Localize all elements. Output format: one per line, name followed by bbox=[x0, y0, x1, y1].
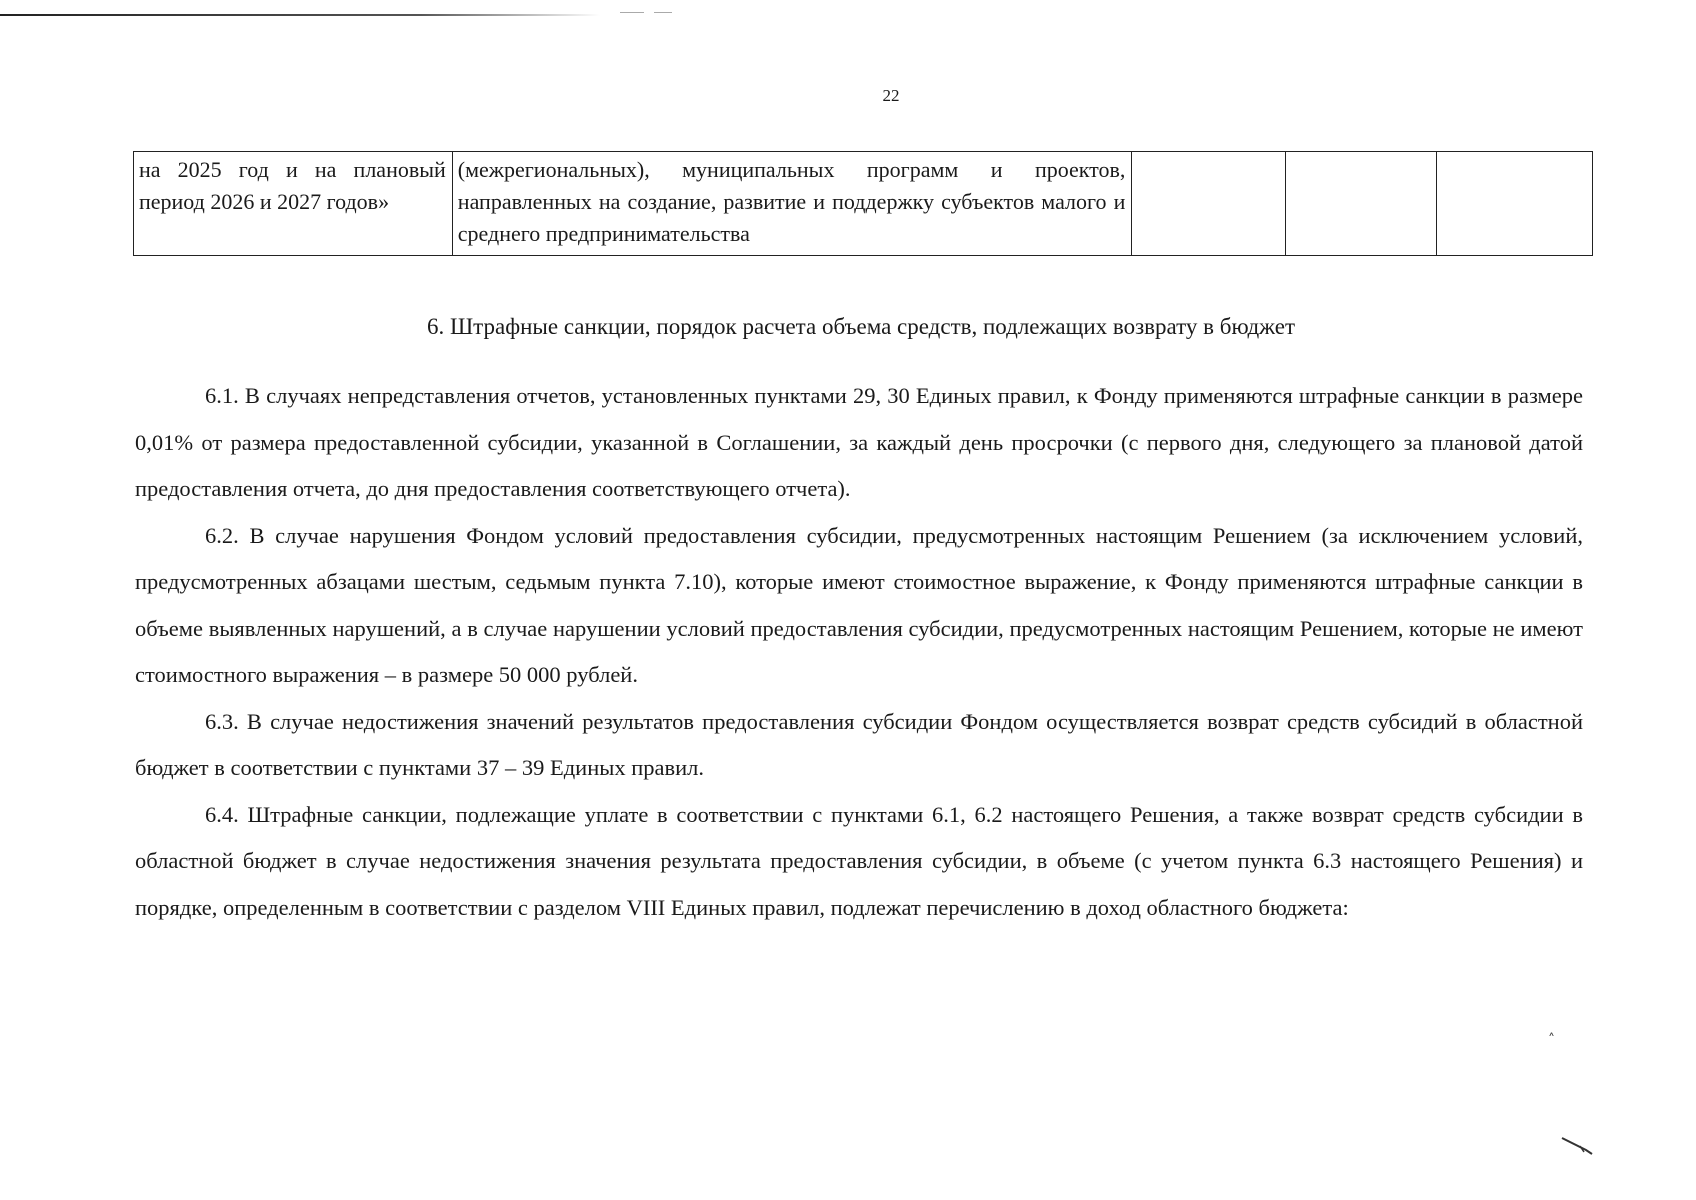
section-heading: 6. Штрафные санкции, порядок расчета объема средств, подлежащих возврату в бюджет bbox=[426, 314, 1296, 339]
section-body bbox=[135, 373, 1583, 931]
paragraph-6-3: 6.3. В случае недостижения значений результатов предоставления субсидии Фондом осуществляется возврат средств субсидий в областной бюджет в соответствии с пунктами 37 – 39 Единых правил. bbox=[135, 708, 1583, 780]
table-cell-empty bbox=[1132, 152, 1286, 256]
paragraph-6-1: 6.1. В случаях непредставления отчетов, установленных пунктами 29, 30 Единых правил, к Фонду применяются штрафные санкции в размере 0,01% от размера предоставленной субсидии, указанной в Соглашении, за каждый день просрочки (с первого дня, следующего за плановой датой предоставления отчета, до дня предоставления соответствующего отчета). bbox=[135, 383, 1583, 501]
table-row bbox=[134, 152, 1593, 256]
scan-artifact-dash bbox=[620, 12, 644, 13]
continuation-table bbox=[133, 151, 1593, 256]
table-cell-empty bbox=[1437, 152, 1593, 256]
paragraph-6-2: 6.2. В случае нарушения Фондом условий предоставления субсидии, предусмотренных настоящим Решением (за исключением условий, предусмотренных абзацами шестым, седьмым пункта 7.10), которые имеют стоимостное выражение, к Фонду применяются штрафные санкции в объеме выявленных нарушений, а в случае нарушении условий предоставления субсидии, предусмотренных настоящим Решением, которые не имеют стоимостного выражения – в размере 50 000 рублей. bbox=[135, 522, 1583, 687]
scan-artifact-mark: ˄ bbox=[1548, 1032, 1555, 1048]
scan-artifact-dash bbox=[654, 12, 672, 13]
scan-artifact-line bbox=[0, 14, 600, 16]
scan-artifact-stroke bbox=[1560, 1134, 1594, 1156]
table-cell-period: на 2025 год и на плановый период 2026 и 2027 годов» bbox=[134, 152, 453, 256]
table-cell-description: (межрегиональных), муниципальных программ и проектов, направленных на создание, развитие и поддержку субъектов малого и среднего предпринимательства bbox=[452, 152, 1132, 256]
page-number: 22 bbox=[882, 86, 900, 105]
table-cell-empty bbox=[1286, 152, 1437, 256]
paragraph-6-4: 6.4. Штрафные санкции, подлежащие уплате в соответствии с пунктами 6.1, 6.2 настоящего Решения, а также возврат средств субсидии в областной бюджет в случае недостижения значения результата предоставления субсидии, в объеме (с учетом пункта 6.3 настоящего Решения) и порядке, определенным в соответствии с разделом VIII Единых правил, подлежат перечислению в доход областного бюджета: bbox=[135, 801, 1583, 920]
